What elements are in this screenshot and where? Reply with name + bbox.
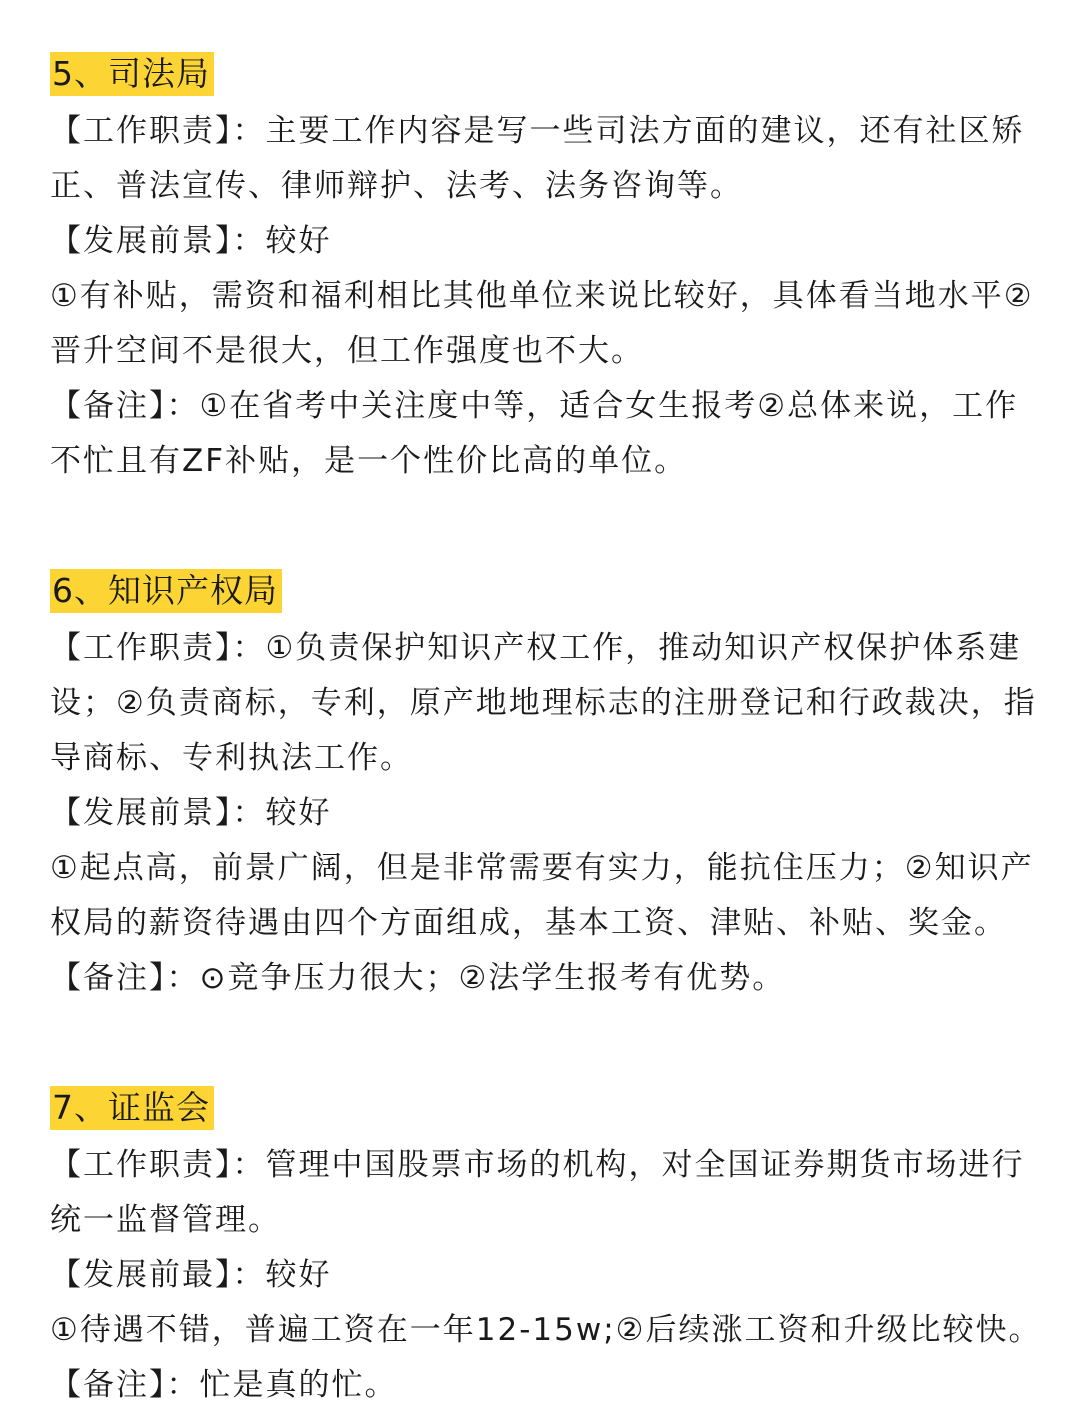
text-line: 【工作职责】：管理中国股票市场的机构，对全国证券期货市场进行 <box>50 1147 1025 1183</box>
text-line: 导商标、专利执法工作。 <box>50 740 413 776</box>
text-line: 【发展前最】：较好 <box>50 1257 332 1293</box>
text-line: 权局的薪资待遇由四个方面组成，基本工资、津贴、补贴、奖金。 <box>50 905 1007 941</box>
section-ip-office <box>50 569 1037 1006</box>
section-heading: 7、证监会 <box>50 1086 214 1130</box>
text-line: 设；②负责商标，专利，原产地地理标志的注册登记和行政裁决，指 <box>50 685 1037 721</box>
text-line: 【发展前景】：较好 <box>50 223 332 259</box>
text-line: 【发展前景】：较好 <box>50 795 332 831</box>
text-line: 晋升空间不是很大，但工作强度也不大。 <box>50 333 644 369</box>
text-line: 正、普法宣传、律师辩护、法考、法务咨询等。 <box>50 168 743 204</box>
text-line: ①起点高，前景广阔，但是非常需要有实力，能抗住压力；②知识产 <box>50 850 1034 886</box>
document-page <box>50 52 1042 1413</box>
text-line: 【工作职责】：主要工作内容是写一些司法方面的建议，还有社区矫 <box>50 113 1025 149</box>
section-judicial-bureau <box>50 52 1034 489</box>
text-line: ①有补贴，需资和福利相比其他单位来说比较好，具体看当地水平② <box>50 278 1034 314</box>
section-heading: 6、知识产权局 <box>50 569 282 613</box>
text-line: 【备注】：⊙竞争压力很大；②法学生报考有优势。 <box>50 960 786 996</box>
text-line: 【备注】：忙是真的忙。 <box>50 1367 398 1403</box>
text-line: 【工作职责】：①负责保护知识产权工作，推动知识产权保护体系建 <box>50 630 1022 666</box>
text-line: 【备注】：①在省考中关注度中等，适合女生报考②总体来说，工作 <box>50 388 1019 424</box>
text-line: 统一监督管理。 <box>50 1202 281 1238</box>
text-line: ①待遇不错，普遍工资在一年12-15w;②后续涨工资和升级比较快。 <box>50 1312 1042 1348</box>
text-line: 不忙且有ZF补贴，是一个性价比高的单位。 <box>50 443 688 479</box>
section-heading: 5、司法局 <box>50 52 214 96</box>
section-securities-commission <box>50 1086 1042 1413</box>
